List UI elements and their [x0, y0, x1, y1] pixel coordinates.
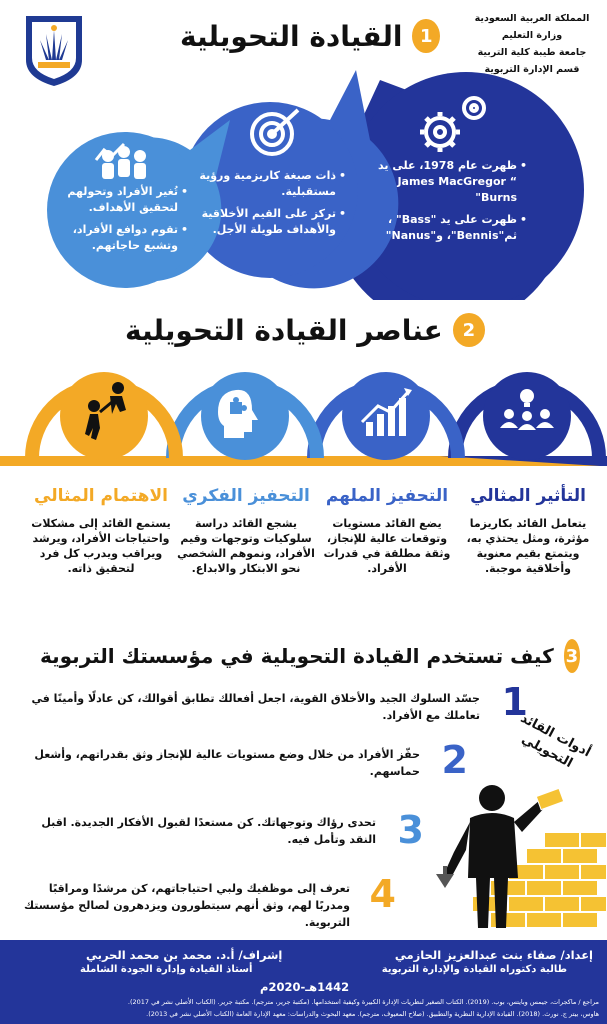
step-4-number: 4 — [369, 872, 396, 916]
bubble-middle-point-1: • ذات صبغة كاريزمية ورؤية مستقبلية. — [196, 168, 346, 200]
element-1-body: يتعامل القائد بكاريزما مؤثرة، ومثل يحتذي به، ويتمتع بقيم معنوية وأخلاقية موجبة. — [466, 517, 590, 575]
references — [5, 996, 599, 1020]
element-intellectual-stimulation — [175, 486, 317, 576]
element-3-body: يشجع القائد دراسة سلوكيات وتوجهات وقيم الأفراد، ونموهم الشخصي نحو الابتكار والابداع. — [177, 517, 315, 575]
bubble-left-point-2: • تقوم دوافع الأفراد، وتشبع حاجاتهم. — [64, 222, 188, 254]
section3-title: كيف تستخدم القيادة التحويلية في مؤسستك التربوية — [40, 644, 554, 668]
section3-heading — [40, 636, 580, 676]
bubble-middle-point-2: • تركز على القيم الأخلاقية والأهداف طويلة الأجل. — [196, 206, 346, 238]
supervised-role: أستاذ القيادة وإدارة الجودة الشاملة — [80, 964, 253, 975]
element-1-title: التأثير المثالي — [470, 486, 586, 506]
bubble-right-point-1: • ظهرت عام 1978، على يد “ James MacGregor "Burns — [372, 158, 527, 206]
bubble-left-point-1: • تُغير الأفراد وتحولهم لتحقيق الأهداف. — [64, 184, 188, 216]
section2-elements-graphic — [0, 362, 607, 482]
step-4-text: تعرف إلى موظفيك ولبي احتياجاتهم، كن مرشدًا ومراقبًا ومدربًا لهم، وثق أنهم سيتطورون ويزدهرون لصالح مؤسستك التربوية. — [24, 882, 350, 929]
reference-2: هاوس، بيتر ج. نورث. (2018). القيادة الإدارية النظرية والتطبيق. (صلاح المعيوف، مترجم). معهد البحوث والدراسات: معهد الإدارة العامة (الكتاب الأصلي نشر في 2013). — [146, 1010, 599, 1018]
bubble-left-text — [64, 184, 188, 260]
section2-heading — [125, 308, 485, 352]
element-individualized-consideration — [30, 486, 172, 576]
element-inspirational-motivation — [316, 486, 458, 576]
country-line: المملكة العربية السعودية — [474, 13, 590, 24]
section1-title: القيادة التحويلية — [180, 19, 403, 53]
section2-title: عناصر القيادة التحويلية — [125, 313, 443, 347]
section1-heading — [180, 16, 440, 56]
supervised-by: إشراف/ أ.د. محمد بن محمد الحربي — [86, 948, 283, 962]
element-4-body: يستمع القائد إلى مشكلات واحتياجات الأفراد، ويرشد ويراقب ويدرب كل فرد لتحقيق ذاته. — [31, 517, 171, 575]
step-1-text: جسّد السلوك الجيد والأخلاق القوية، اجعل أفعالك تطابق أقوالك، كن عادلًا وأمينًا في تعاملك مع الأفراد. — [31, 692, 480, 722]
bubble-right-text — [372, 158, 527, 250]
prepared-by: إعداد/ صفاء بنت عبدالعزيز الحازمي — [394, 948, 593, 962]
bubble-middle-text — [196, 168, 346, 244]
step-3-text: تحدى رؤاك وتوجهاتك. كن مستعدًا لقبول الأفكار الجديدة. اقبل النقد وتأمل فيه. — [41, 816, 376, 846]
element-2-title: التحفيز الملهم — [325, 486, 449, 506]
step-1-number: 1 — [501, 680, 528, 724]
element-idealized-influence — [457, 486, 599, 576]
element-3-title: التحفيز الفكري — [182, 486, 310, 506]
step-2-text: حفّز الأفراد من خلال وضع مستويات عالية للإنجاز وثق بقدراتهم، وأشعل حماسهم. — [34, 748, 420, 778]
prepared-role: طالبة دكتوراه القيادة والإدارة التربوية — [381, 964, 567, 975]
reference-1: مراجع / ماكجرات، جيمس وبايتس، بوب. (2019). الكتاب الصغير لنظريات الإدارة الكبيرة وكيفية استخدامها. (مكتبة جرير، مترجم). مكتبة جرير. (الكتاب الأصلي نشر في 2017). — [127, 998, 599, 1006]
element-4-title: الاهتمام المثالي — [34, 486, 168, 506]
builder-illustration — [430, 770, 607, 940]
college-line: جامعة طيبة كلية التربية — [477, 47, 587, 58]
footer — [0, 940, 607, 1024]
department-line: قسم الإدارة التربوية — [484, 64, 580, 75]
section1-number-badge: 1 — [412, 19, 440, 53]
date-label: 1442هـ-2020م — [260, 980, 350, 994]
step-3-number: 3 — [397, 808, 424, 852]
bubble-right-point-2: • ظهرت على يد "Bass" ، ثم"Bennis"، و"Nanus" — [372, 212, 527, 244]
section3-number-badge: 3 — [564, 639, 580, 673]
section2-number-badge: 2 — [453, 313, 485, 347]
ministry-line: وزارة التعليم — [501, 30, 563, 41]
element-2-body: يضع القائد مستويات وتوقعات عالية للإنجاز، وثقة مطلقة في قدرات الأفراد. — [323, 517, 451, 575]
step-2-number: 2 — [441, 738, 468, 782]
leader-tools-label: أدوات القائد التحويلي — [517, 710, 594, 772]
